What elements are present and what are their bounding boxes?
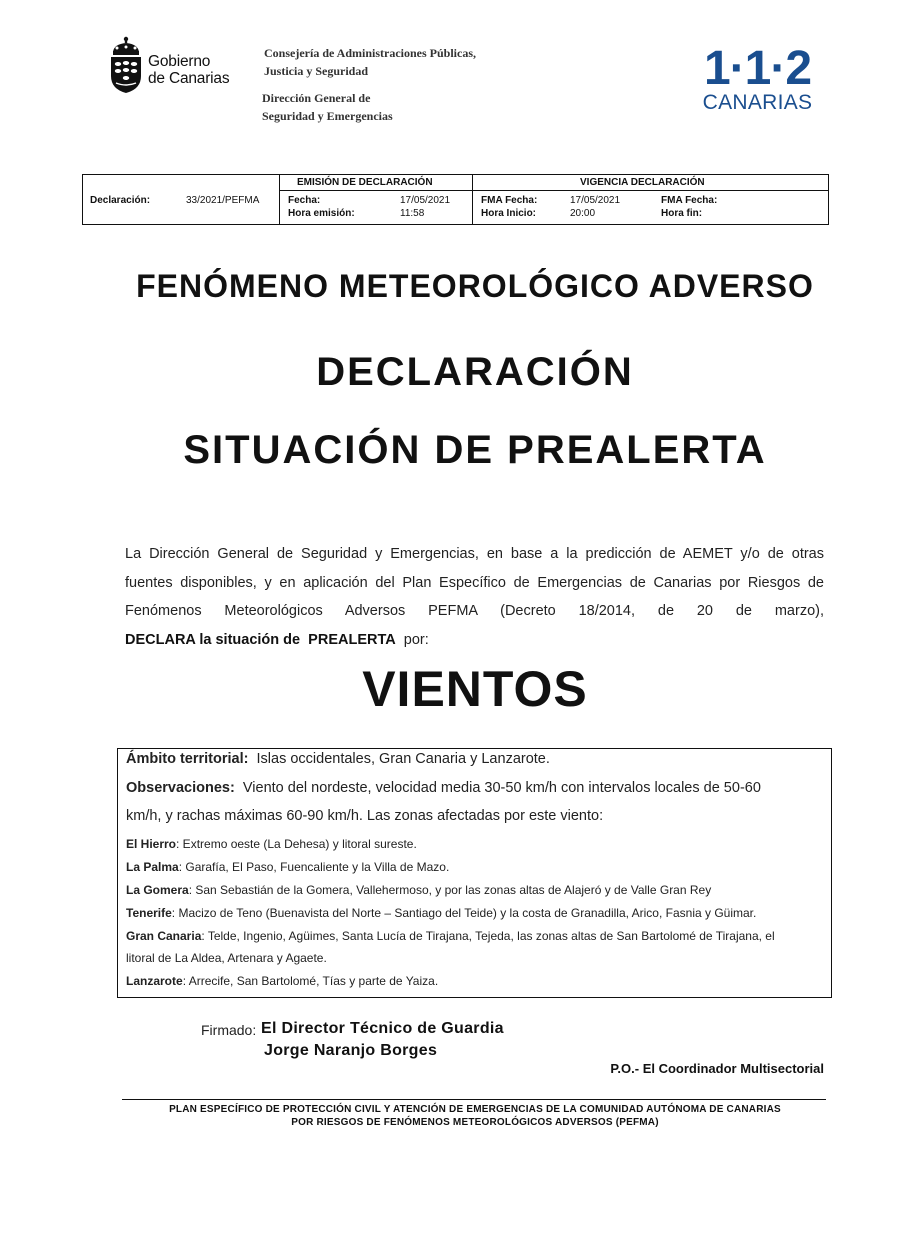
declaration-paragraph [125, 540, 824, 654]
hora-emision-value: 11:58 [400, 208, 425, 219]
hora-inicio-label: Hora Inicio: [481, 208, 537, 219]
title-declaracion: DECLARACIÓN [316, 350, 634, 394]
phenomenon-title: VIENTOS [362, 661, 588, 717]
po-coordinator: P.O.- El Coordinador Multisectorial [610, 1061, 824, 1076]
observations-box [117, 748, 832, 998]
paragraph-line3: Fenómenos Meteorológicos Adversos PEFMA (Decreto 18/2014, de 20 de marzo), [125, 603, 824, 619]
zone-row [126, 906, 756, 920]
hora-inicio-value: 20:00 [570, 208, 596, 219]
hora-emision-label: Hora emisión: [288, 208, 355, 219]
consejeria-line1: Consejería de Administraciones Públicas, [264, 46, 476, 60]
fecha-label: Fecha: [288, 195, 321, 206]
logo-112-canarias [695, 44, 820, 114]
zone-row [126, 951, 327, 965]
logo-112-region: CANARIAS [702, 91, 813, 114]
direccion-line2: Seguridad y Emergencias [262, 109, 393, 123]
fma-fecha-end-label: FMA Fecha: [661, 195, 718, 206]
zone-text: : San Sebastián de la Gomera, Vallehermoso, y por las zonas altas de Alajeró y de Valle Gran Rey [188, 883, 712, 897]
observaciones-line1: Viento del nordeste, velocidad media 30-50 km/h con intervalos locales de 50-60 [242, 780, 761, 796]
zone-row [126, 883, 711, 897]
fma-fecha-value: 17/05/2021 [570, 195, 621, 206]
coat-of-arms-icon [108, 36, 144, 94]
signer-name: Jorge Naranjo Borges [264, 1042, 438, 1059]
zone-text: : Macizo de Teno (Buenavista del Norte – Santiago del Teide) y la costa de Granadilla, Arico, Fasnia y Güimar. [171, 906, 757, 920]
direccion-block [262, 89, 393, 125]
zone-text: : Telde, Ingenio, Agüimes, Santa Lucía de Tirajana, Tejeda, las zonas altas de San Bartolomé de Tirajana, el [201, 929, 775, 943]
consejeria-line2: Justicia y Seguridad [264, 64, 369, 78]
signer-title: El Director Técnico de Guardia [261, 1020, 504, 1037]
title-fenomeno: FENÓMENO METEOROLÓGICO ADVERSO [136, 268, 814, 304]
declaracion-label: Declaración: [90, 195, 151, 206]
zone-row [126, 929, 775, 943]
title-situacion: SITUACIÓN DE PREALERTA [183, 428, 767, 472]
declaration-table [82, 174, 829, 225]
zone-text: litoral de La Aldea, Artenara y Agaete. [126, 951, 327, 965]
zone-text: : Extremo oeste (La Dehesa) y litoral sureste. [176, 837, 417, 851]
hora-fin-label: Hora fin: [661, 208, 703, 219]
direccion-line1: Dirección General de [262, 91, 371, 105]
prealerta-text: PREALERTA [308, 631, 396, 648]
ambito-value: Islas occidentales, Gran Canaria y Lanzarote. [256, 751, 550, 767]
firmado-label: Firmado: [201, 1022, 257, 1038]
por-text: por: [403, 631, 429, 648]
vigencia-header: VIGENCIA DECLARACIÓN [580, 177, 705, 188]
footer-line2: POR RIESGOS DE FENÓMENOS METEOROLÓGICOS ADVERSOS (PEFMA) [291, 1117, 659, 1128]
ambito-row [126, 751, 550, 767]
gobierno-de-canarias-logo [108, 36, 248, 98]
zone-text: : Garafía, El Paso, Fuencaliente y la Villa de Mazo. [178, 860, 450, 874]
zone-row [126, 974, 438, 988]
emision-header: EMISIÓN DE DECLARACIÓN [297, 177, 433, 188]
zone-island: El Hierro [126, 837, 177, 851]
fma-fecha-label: FMA Fecha: [481, 195, 538, 206]
zone-island: La Gomera [126, 883, 189, 897]
zone-island: Lanzarote [126, 974, 183, 988]
observaciones-row [126, 780, 761, 796]
footer [100, 1103, 850, 1129]
consejeria-block [264, 44, 476, 80]
gobierno-text [148, 53, 229, 87]
logo-112-number: 1·1·2 [703, 42, 812, 95]
zone-row [126, 837, 417, 851]
gobierno-line2: de Canarias [148, 70, 230, 87]
declaracion-value: 33/2021/PEFMA [186, 195, 260, 206]
paragraph-line4 [125, 626, 824, 655]
ambito-label: Ámbito territorial: [126, 751, 249, 767]
zone-island: Tenerife [126, 906, 172, 920]
zone-island: Gran Canaria [126, 929, 202, 943]
declara-text: DECLARA la situación de [125, 631, 301, 648]
zone-text: : Arrecife, San Bartolomé, Tías y parte de Yaiza. [182, 974, 439, 988]
observaciones-label: Observaciones: [126, 780, 235, 796]
gobierno-line1: Gobierno [148, 53, 211, 70]
footer-line1: PLAN ESPECÍFICO DE PROTECCIÓN CIVIL Y ATENCIÓN DE EMERGENCIAS DE LA COMUNIDAD AUTÓNOMA DE CANARIAS [169, 1104, 781, 1115]
zone-row [126, 860, 449, 874]
paragraph-line2: fuentes disponibles, y en aplicación del Plan Específico de Emergencias de Canarias por Riesgos de [125, 574, 824, 591]
observaciones-line2: km/h, y rachas máximas 60-90 km/h. Las zonas afectadas por este viento: [126, 808, 604, 824]
zone-island: La Palma [126, 860, 179, 874]
footer-divider [122, 1099, 826, 1100]
fecha-value: 17/05/2021 [400, 195, 451, 206]
paragraph-line1: La Dirección General de Seguridad y Emergencias, en base a la predicción de AEMET y/o de otras [125, 546, 824, 562]
